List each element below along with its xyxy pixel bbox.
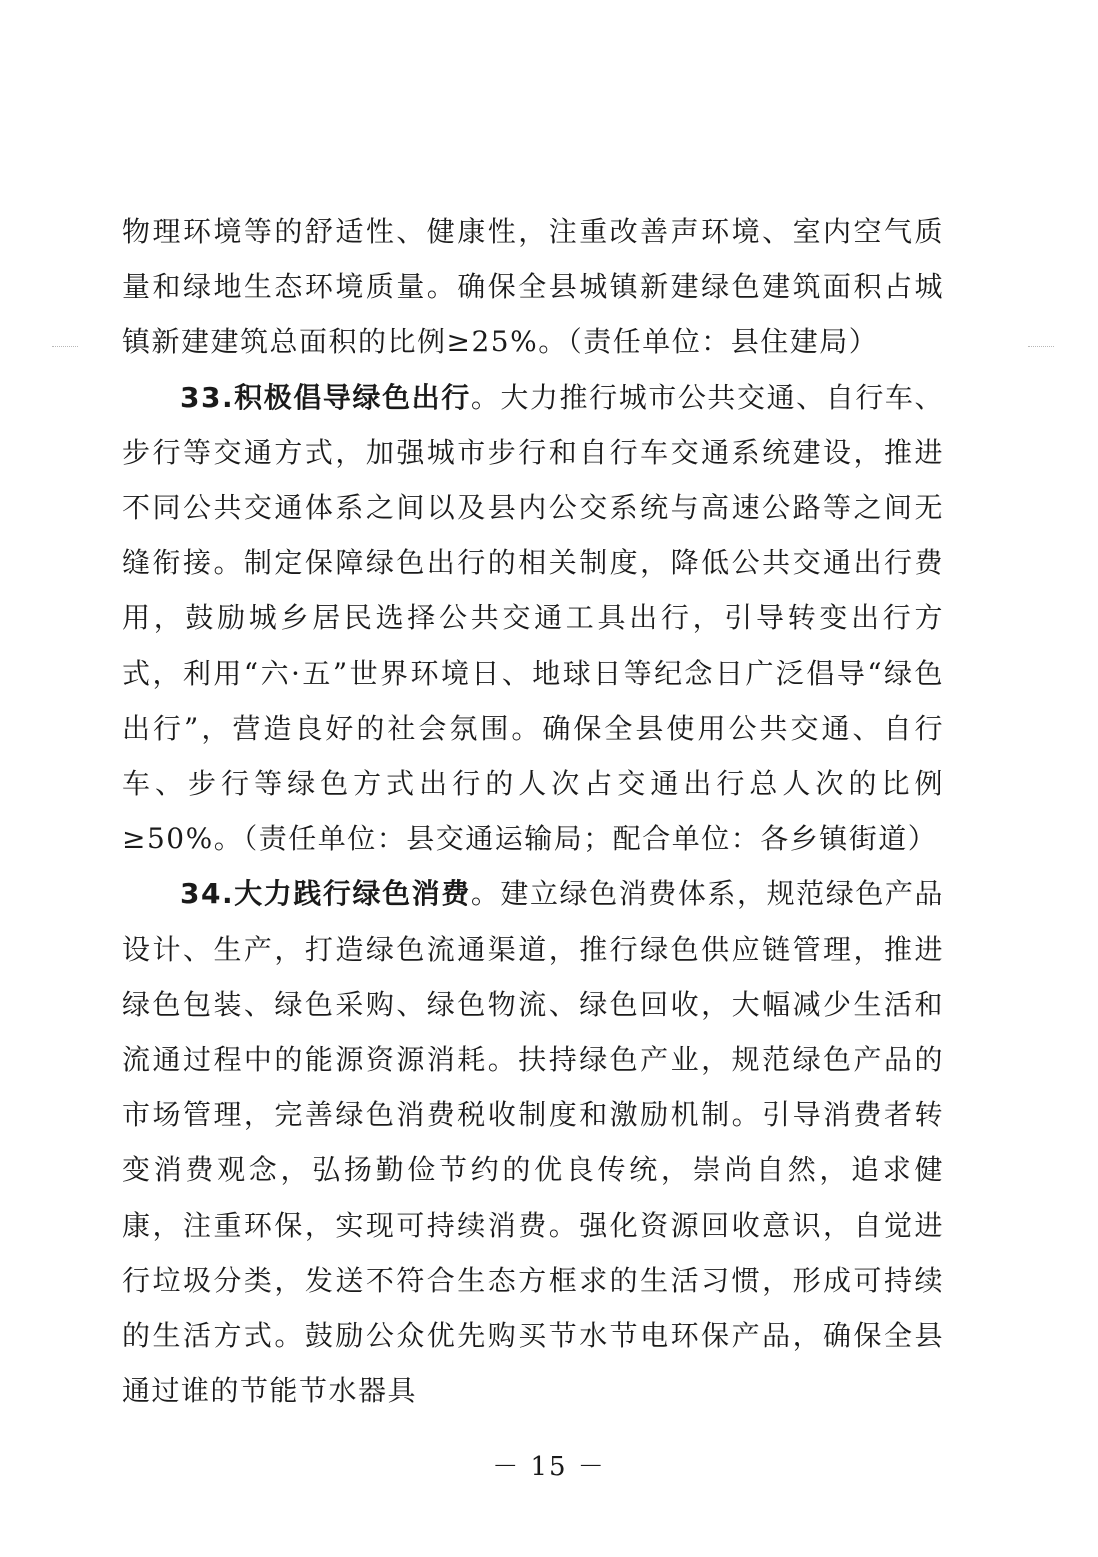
item-34-heading-end: 。 <box>470 877 501 911</box>
scan-artifact-right <box>1028 346 1054 350</box>
item-33-text: 大力推行城市公共交通、自行车、步行等交通方式，加强城市步行和自行车交通系统建设，推进不同公共交通体系之间以及县内公交系统与高速公路等之间无缝衔接。制定保障绿色出行的相关制度，降低公共交通出行费用，鼓励城乡居民选择公共交通工具出行，引导转变出行方式，利用“六·五”世界环境日、地球日等纪念日广泛倡导“绿色出行”，营造良好的社会氛围。确保全县使用公共交通、自行车、步行等绿色方式出行的人次占交通出行总人次的比例≥50%。（责任单位：县交通运输局；配合单位：各乡镇街道） <box>122 380 944 856</box>
item-34-paragraph <box>122 866 944 1418</box>
document-body <box>122 204 944 1418</box>
item-34-text: 建立绿色消费体系，规范绿色产品设计、生产，打造绿色流通渠道，推行绿色供应链管理，推进绿色包装、绿色采购、绿色物流、绿色回收，大幅减少生活和流通过程中的能源资源消耗。扶持绿色产业，规范绿色产品的市场管理，完善绿色消费税收制度和激励机制。引导消费者转变消费观念，弘扬勤俭节约的优良传统，崇尚自然，追求健康，注重环保，实现可持续消费。强化资源回收意识，自觉进行垃圾分类，发送不符合生态方框求的生活习惯，形成可持续的生活方式。鼓励公众优先购买节水节电环保产品，确保全县通过谁的节能节水器具 <box>122 877 944 1408</box>
item-34-heading: 34.大力践行绿色消费 <box>180 877 471 911</box>
continuation-paragraph: 物理环境等的舒适性、健康性，注重改善声环境、室内空气质量和绿地生态环境质量。确保全县城镇新建绿色建筑面积占城镇新建建筑总面积的比例≥25%。（责任单位：县住建局） <box>122 215 944 359</box>
scan-artifact-left <box>52 346 78 350</box>
item-33-heading-end: 。 <box>470 380 501 414</box>
item-33-heading: 33.积极倡导绿色出行 <box>180 380 471 414</box>
item-33-paragraph <box>122 370 944 867</box>
page-number: － 15 － <box>492 1452 606 1482</box>
